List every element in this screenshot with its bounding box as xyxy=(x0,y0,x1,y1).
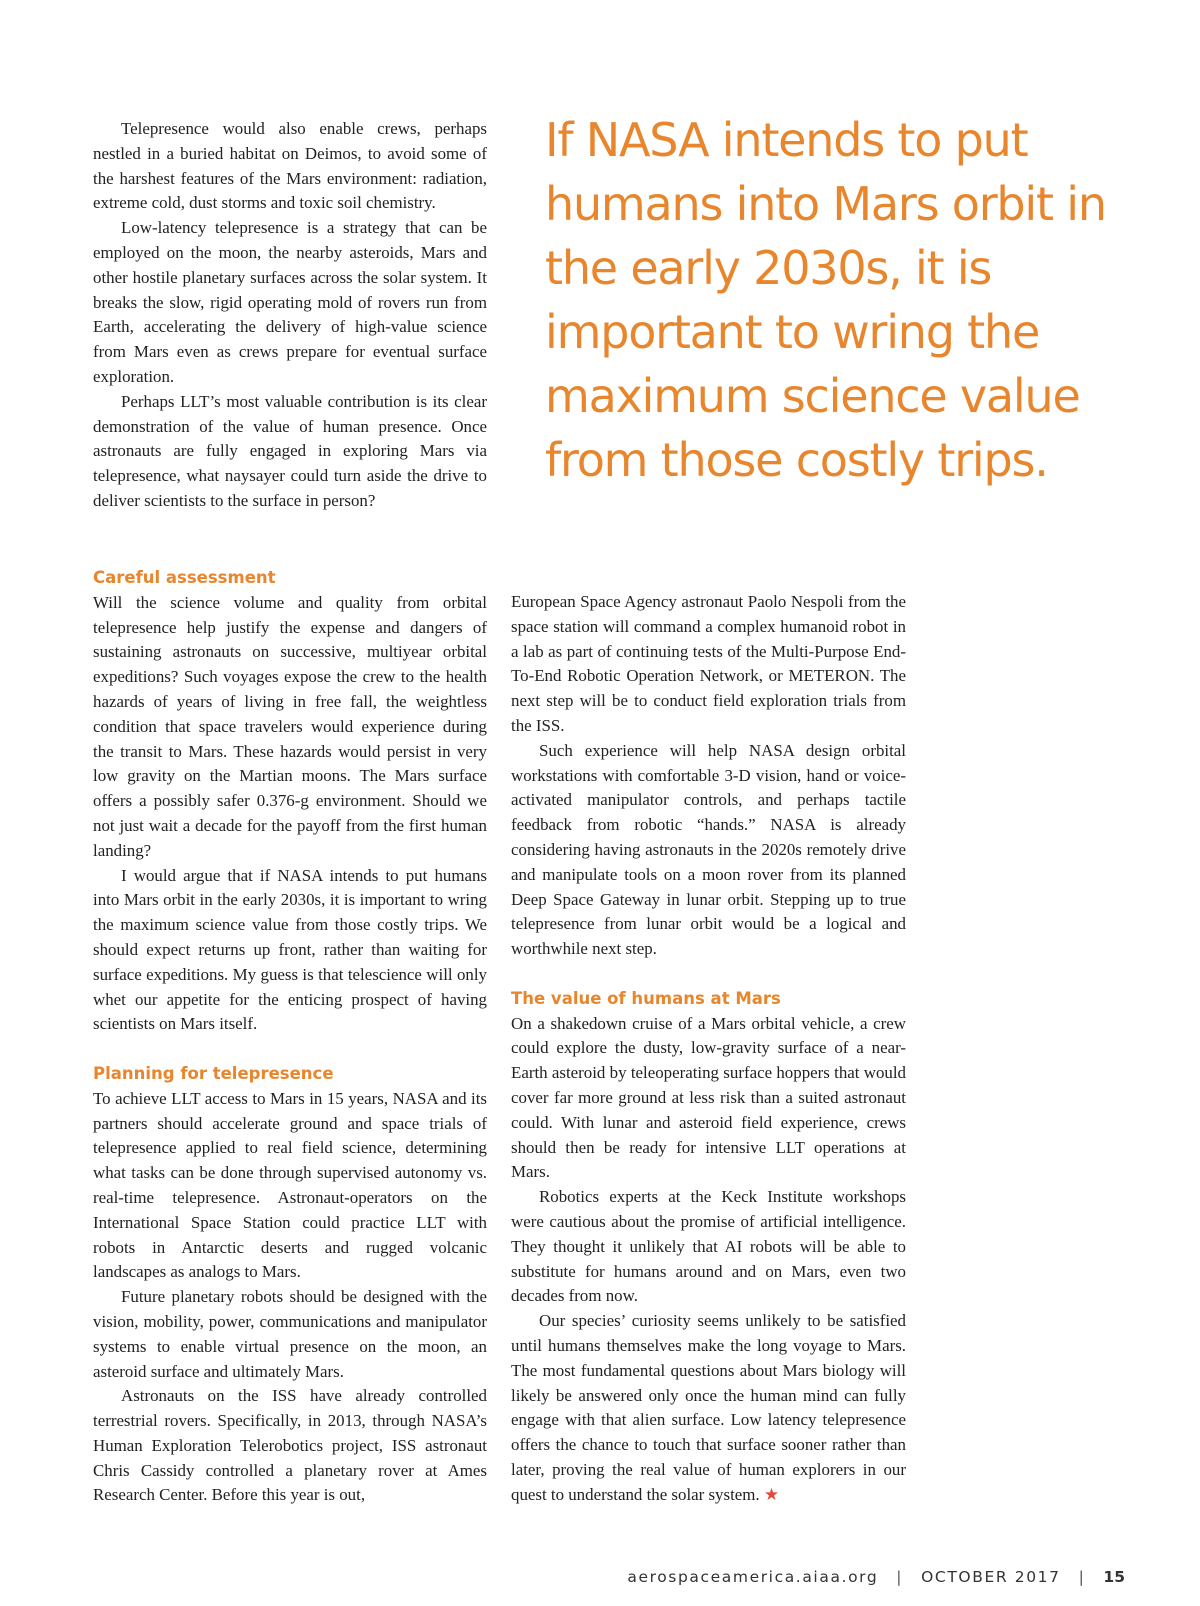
footer-site: aerospaceamerica.aiaa.org xyxy=(627,1568,879,1586)
body-paragraph: On a shakedown cruise of a Mars orbital vehicle, a crew could explore the dusty, low-gravity surface of a near-Earth asteroid by teleoperating surface hoppers that would cover far more ground at less risk than a suited astronaut could. With lunar and asteroid field experience, crews should then be ready for intensive LLT operations at Mars. xyxy=(511,1013,906,1182)
section-heading: Planning for telepresence xyxy=(93,1063,334,1083)
pull-quote: If NASA intends to put humans into Mars orbit in the early 2030s, it is important to wring the maximum science value from those costly trips. xyxy=(545,113,1106,487)
footer-date: OCTOBER 2017 xyxy=(921,1568,1061,1586)
intro-column xyxy=(93,117,487,514)
footer-separator: | xyxy=(1078,1568,1086,1586)
body-paragraph: Astronauts on the ISS have already controlled terrestrial rovers. Specifically, in 2013, through NASA’s Human Exploration Telerobotics project, ISS astronaut Chris Cassidy controlled a planetary rover at Ames Research Center. Before this year is out, xyxy=(93,1386,487,1505)
left-column xyxy=(93,566,487,1508)
body-paragraph: To achieve LLT access to Mars in 15 years, NASA and its partners should accelerate ground and space trials of telepresence applied to real field science, determining what tasks can be done through supervised autonomy vs. real-time telepresence. Astronaut-operators on the International Space Station could practice LLT with robots in Antarctic deserts and rugged volcanic landscapes as analogs to Mars. xyxy=(93,1088,487,1282)
end-mark-star-icon: ★ xyxy=(763,1484,780,1504)
section-heading: The value of humans at Mars xyxy=(511,988,781,1008)
section-spacer xyxy=(511,962,906,987)
page-footer xyxy=(627,1568,1125,1586)
body-paragraph: Low-latency telepresence is a strategy that can be employed on the moon, the nearby asteroids, Mars and other hostile planetary surfaces across the solar system. It breaks the slow, rigid operating mold of rovers run from Earth, accelerating the delivery of high-value science from Mars even as crews prepare for eventual surface exploration. xyxy=(93,218,487,386)
body-paragraph-last xyxy=(511,1309,906,1507)
body-paragraph: Such experience will help NASA design orbital workstations with comfortable 3-D vision, hand or voice-activated manipulator controls, and perhaps tactile feedback from robotic “hands.” NASA is already considering having astronauts in the 2020s remotely drive and manipulate tools on a moon rover from its planned Deep Space Gateway in lunar orbit. Stepping up to true telepresence from lunar orbit would be a logical and worthwhile next step. xyxy=(511,740,906,959)
body-paragraph: Will the science volume and quality from orbital telepresence help justify the expense and dangers of sustaining astronauts on successive, multiyear orbital expeditions? Such voyages expose the crew to the health hazards of years of living in free fall, the weightless condition that space travelers would experience during the transit to Mars. These hazards would persist in very low gravity on the Martian moons. The Mars surface offers a possibly safer 0.376-g environment. Should we not just wait a decade for the payoff from the first human landing? xyxy=(93,592,487,860)
body-paragraph: Telepresence would also enable crews, perhaps nestled in a buried habitat on Deimos, to avoid some of the harshest features of the Mars environment: radiation, extreme cold, dust storms and toxic soil chemistry. xyxy=(93,119,487,213)
body-paragraph: I would argue that if NASA intends to put humans into Mars orbit in the early 2030s, it is important to wring the maximum science value from those costly trips. We should expect returns up front, rather than waiting for surface expeditions. My guess is that telescience will only whet our appetite for the enticing prospect of having scientists on Mars itself. xyxy=(93,865,487,1034)
section-heading: Careful assessment xyxy=(93,568,276,587)
footer-separator: | xyxy=(896,1568,904,1586)
body-paragraph: Perhaps LLT’s most valuable contribution is its clear demonstration of the value of human presence. Once astronauts are fully engaged in exploring Mars via telepresence, what naysayer could turn aside the drive to deliver scientists to the surface in person? xyxy=(93,391,487,510)
body-paragraph: Robotics experts at the Keck Institute workshops were cautious about the promise of artificial intelligence. They thought it unlikely that AI robots will be able to substitute for humans around and on Mars, even two decades from now. xyxy=(511,1187,906,1306)
page-number: 15 xyxy=(1103,1568,1125,1586)
section-spacer xyxy=(93,1037,487,1062)
last-paragraph-text: Our species’ curiosity seems unlikely to be satisfied until humans themselves make the long voyage to Mars. The most fundamental questions about Mars biology will likely be answered only once the human mind can fully engage with that alien surface. Low latency telepresence offers the chance to touch that surface sooner rather than later, proving the real value of human explorers in our quest to understand the solar system. xyxy=(511,1311,906,1504)
body-paragraph: European Space Agency astronaut Paolo Nespoli from the space station will command a complex humanoid robot in a lab as part of continuing tests of the Multi-Purpose End-To-End Robotic Operation Network, or METERON. The next step will be to conduct field exploration trials from the ISS. xyxy=(511,592,906,735)
body-paragraph: Future planetary robots should be designed with the vision, mobility, power, communications and manipulator systems to enable virtual presence on the moon, an asteroid surface and ultimately Mars. xyxy=(93,1287,487,1381)
right-column xyxy=(511,590,906,1507)
